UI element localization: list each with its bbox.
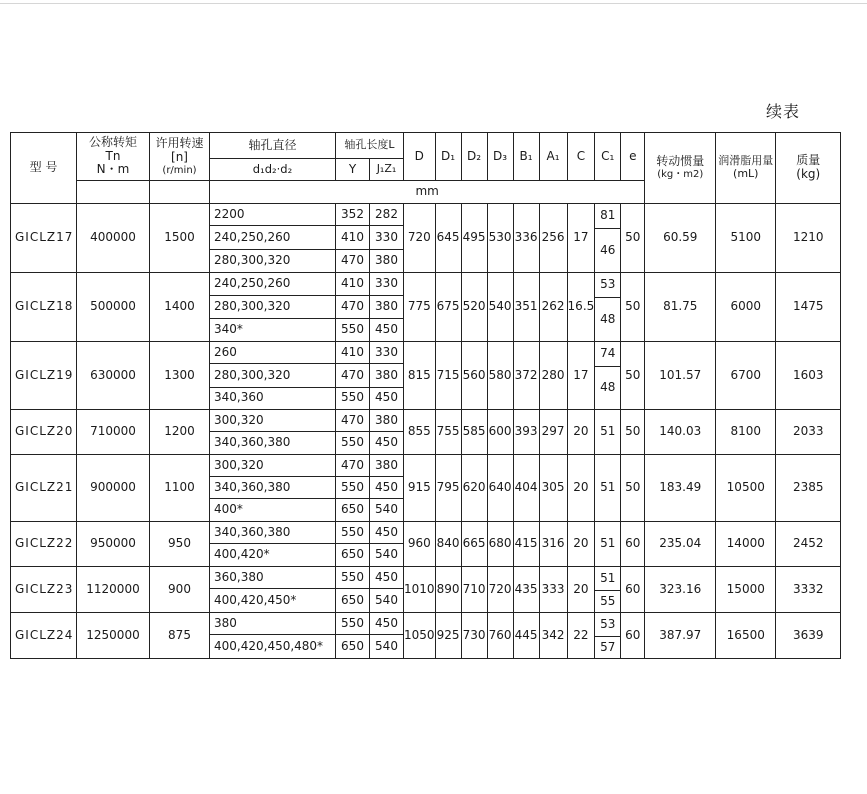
length-y-cell: 410: [336, 273, 370, 296]
bore-diameter-cell: 380: [210, 613, 336, 635]
mass-cell: 1475: [776, 273, 841, 342]
length-jz-cell: 330: [370, 273, 404, 296]
length-jz-cell: 282: [370, 204, 404, 226]
bore-diameter-cell: 400,420,450,480*: [210, 635, 336, 659]
length-jz-cell: 450: [370, 567, 404, 589]
header-length-jz: J₁Z₁: [370, 159, 404, 181]
c1-cell: 51: [595, 410, 621, 455]
length-jz-cell: 450: [370, 387, 404, 409]
header-B1: B₁: [513, 133, 539, 181]
table-row: [11, 522, 841, 544]
d1-cell: 755: [435, 410, 461, 455]
header-speed-unit: (r/min): [162, 164, 197, 176]
d2-cell: 730: [461, 613, 487, 659]
model-cell: GICLZ20: [11, 410, 77, 455]
b1-cell: 372: [513, 342, 539, 410]
c1-cell: 51: [595, 522, 621, 567]
length-y-cell: 550: [336, 477, 370, 499]
header-torque-unit: N・m: [96, 162, 130, 177]
model-cell: GICLZ21: [11, 455, 77, 522]
length-y-cell: 650: [336, 589, 370, 613]
a1-cell: 342: [539, 613, 567, 659]
e-cell: 50: [621, 410, 645, 455]
bore-diameter-cell: 360,380: [210, 567, 336, 589]
d3-cell: 640: [487, 455, 513, 522]
length-jz-cell: 450: [370, 477, 404, 499]
b1-cell: 336: [513, 204, 539, 273]
inertia-cell: 101.57: [645, 342, 716, 410]
a1-cell: 262: [539, 273, 567, 342]
speed-cell: 900: [150, 567, 210, 613]
grease-cell: 6000: [716, 273, 776, 342]
table-row: [11, 455, 841, 477]
length-jz-cell: 380: [370, 249, 404, 272]
bore-diameter-cell: 340,360,380: [210, 522, 336, 544]
c-cell: 20: [567, 522, 595, 567]
d3-cell: 530: [487, 204, 513, 273]
model-cell: GICLZ19: [11, 342, 77, 410]
d2-cell: 520: [461, 273, 487, 342]
length-jz-cell: 540: [370, 635, 404, 659]
torque-cell: 950000: [77, 522, 150, 567]
table-row: [11, 204, 841, 226]
length-y-cell: 470: [336, 364, 370, 387]
d-cell: 915: [404, 455, 436, 522]
a1-cell: 256: [539, 204, 567, 273]
b1-cell: 415: [513, 522, 539, 567]
d3-cell: 720: [487, 567, 513, 613]
table-row: [11, 613, 841, 635]
header-grease-label: 润滑脂用量: [718, 154, 774, 168]
model-cell: GICLZ22: [11, 522, 77, 567]
length-y-cell: 550: [336, 613, 370, 635]
header-speed: [150, 133, 210, 181]
c1-lower-value: 46: [600, 242, 616, 257]
bore-diameter-cell: 340*: [210, 318, 336, 341]
length-y-cell: 650: [336, 544, 370, 567]
bore-diameter-cell: 280,300,320: [210, 364, 336, 387]
d2-cell: 495: [461, 204, 487, 273]
header-inertia-label: 转动惯量: [656, 154, 705, 169]
table-body: [11, 204, 841, 659]
length-y-cell: 550: [336, 522, 370, 544]
mass-cell: 3639: [776, 613, 841, 659]
speed-cell: 1400: [150, 273, 210, 342]
torque-cell: 630000: [77, 342, 150, 410]
model-cell: GICLZ23: [11, 567, 77, 613]
d-cell: 775: [404, 273, 436, 342]
speed-cell: 1200: [150, 410, 210, 455]
mass-cell: 2452: [776, 522, 841, 567]
e-cell: 50: [621, 455, 645, 522]
speed-cell: 1500: [150, 204, 210, 273]
a1-cell: 297: [539, 410, 567, 455]
header-speed-label: 许用转速: [155, 135, 204, 150]
e-cell: 60: [621, 613, 645, 659]
mass-cell: 3332: [776, 567, 841, 613]
c1-upper-value: 53: [595, 273, 620, 298]
header-model: 型 号: [11, 133, 77, 204]
d2-cell: 560: [461, 342, 487, 410]
length-jz-cell: 380: [370, 296, 404, 318]
length-y-cell: 470: [336, 249, 370, 272]
table-row: [11, 567, 841, 589]
mass-cell: 1603: [776, 342, 841, 410]
length-y-cell: 650: [336, 635, 370, 659]
d1-cell: 715: [435, 342, 461, 410]
bore-diameter-cell: 400,420,450*: [210, 589, 336, 613]
length-jz-cell: 380: [370, 364, 404, 387]
header-bore-diameter: 轴孔直径: [210, 133, 336, 159]
b1-cell: 351: [513, 273, 539, 342]
bore-diameter-cell: 340,360,380: [210, 432, 336, 455]
bore-diameter-cell: 240,250,260: [210, 226, 336, 249]
b1-cell: 404: [513, 455, 539, 522]
d2-cell: 710: [461, 567, 487, 613]
length-jz-cell: 330: [370, 342, 404, 364]
d-cell: 815: [404, 342, 436, 410]
header-D3: D₃: [487, 133, 513, 181]
d2-cell: 585: [461, 410, 487, 455]
length-y-cell: 470: [336, 296, 370, 318]
header-blank-torque: [77, 181, 150, 204]
header-torque: [77, 133, 150, 181]
c-cell: 17: [567, 204, 595, 273]
c1-lower-value: 48: [600, 380, 616, 395]
length-y-cell: 650: [336, 499, 370, 522]
header-C1: C₁: [595, 133, 621, 181]
bore-diameter-cell: 340,360: [210, 387, 336, 409]
length-jz-cell: 450: [370, 522, 404, 544]
header-bore-sub: d₁d₂·d₂: [210, 159, 336, 181]
grease-cell: 15000: [716, 567, 776, 613]
a1-cell: 333: [539, 567, 567, 613]
header-unit-mm: mm: [210, 181, 645, 204]
c1-lower-value: 55: [600, 593, 616, 608]
grease-cell: 5100: [716, 204, 776, 273]
model-cell: GICLZ24: [11, 613, 77, 659]
grease-cell: 10500: [716, 455, 776, 522]
d2-cell: 620: [461, 455, 487, 522]
grease-cell: 14000: [716, 522, 776, 567]
d3-cell: 600: [487, 410, 513, 455]
length-y-cell: 550: [336, 387, 370, 409]
length-jz-cell: 380: [370, 410, 404, 432]
c1-upper-value: 74: [595, 342, 620, 367]
c1-cell: [595, 204, 621, 273]
model-cell: GICLZ18: [11, 273, 77, 342]
bore-diameter-cell: 340,360,380: [210, 477, 336, 499]
e-cell: 50: [621, 204, 645, 273]
header-D: D: [404, 133, 436, 181]
header-e: e: [621, 133, 645, 181]
d1-cell: 795: [435, 455, 461, 522]
header-bore-length: 轴孔长度L: [336, 133, 404, 159]
length-jz-cell: 540: [370, 589, 404, 613]
torque-cell: 500000: [77, 273, 150, 342]
e-cell: 60: [621, 522, 645, 567]
length-y-cell: 470: [336, 410, 370, 432]
header-inertia-unit: (kg・m2): [657, 169, 704, 181]
mass-cell: 1210: [776, 204, 841, 273]
d-cell: 720: [404, 204, 436, 273]
header-C: C: [567, 133, 595, 181]
header-grease-unit: (mL): [733, 167, 759, 180]
torque-cell: 1120000: [77, 567, 150, 613]
length-y-cell: 550: [336, 318, 370, 341]
length-y-cell: 550: [336, 432, 370, 455]
header-mass: [776, 133, 841, 204]
c1-cell: [595, 613, 621, 659]
header-mass-label: 质量: [796, 153, 821, 168]
inertia-cell: 60.59: [645, 204, 716, 273]
header-D1: D₁: [435, 133, 461, 181]
bore-diameter-cell: 300,320: [210, 455, 336, 477]
length-jz-cell: 540: [370, 499, 404, 522]
a1-cell: 305: [539, 455, 567, 522]
length-y-cell: 410: [336, 342, 370, 364]
e-cell: 60: [621, 567, 645, 613]
length-y-cell: 550: [336, 567, 370, 589]
speed-cell: 1300: [150, 342, 210, 410]
d3-cell: 680: [487, 522, 513, 567]
d3-cell: 760: [487, 613, 513, 659]
d1-cell: 675: [435, 273, 461, 342]
grease-cell: 8100: [716, 410, 776, 455]
header-grease: [716, 133, 776, 204]
d-cell: 960: [404, 522, 436, 567]
c1-cell: [595, 273, 621, 342]
speed-cell: 875: [150, 613, 210, 659]
d1-cell: 890: [435, 567, 461, 613]
d1-cell: 645: [435, 204, 461, 273]
bore-diameter-cell: 400,420*: [210, 544, 336, 567]
mass-cell: 2033: [776, 410, 841, 455]
c-cell: 17: [567, 342, 595, 410]
b1-cell: 435: [513, 567, 539, 613]
d1-cell: 925: [435, 613, 461, 659]
length-y-cell: 352: [336, 204, 370, 226]
inertia-cell: 183.49: [645, 455, 716, 522]
d-cell: 1010: [404, 567, 436, 613]
torque-cell: 400000: [77, 204, 150, 273]
length-jz-cell: 380: [370, 455, 404, 477]
inertia-cell: 387.97: [645, 613, 716, 659]
c1-lower-value: 48: [600, 311, 616, 326]
bore-diameter-cell: 280,300,320: [210, 249, 336, 272]
c-cell: 16.5: [567, 273, 595, 342]
inertia-cell: 140.03: [645, 410, 716, 455]
header-inertia: [645, 133, 716, 204]
b1-cell: 393: [513, 410, 539, 455]
top-rule: [0, 3, 867, 4]
table-header: [11, 133, 841, 204]
b1-cell: 445: [513, 613, 539, 659]
bore-diameter-cell: 260: [210, 342, 336, 364]
speed-cell: 1100: [150, 455, 210, 522]
c1-cell: [595, 567, 621, 613]
c-cell: 20: [567, 567, 595, 613]
d1-cell: 840: [435, 522, 461, 567]
grease-cell: 6700: [716, 342, 776, 410]
length-jz-cell: 540: [370, 544, 404, 567]
d2-cell: 665: [461, 522, 487, 567]
c1-lower-value: 57: [600, 639, 616, 654]
bore-diameter-cell: 280,300,320: [210, 296, 336, 318]
d3-cell: 580: [487, 342, 513, 410]
length-jz-cell: 450: [370, 318, 404, 341]
c-cell: 20: [567, 455, 595, 522]
header-A1: A₁: [539, 133, 567, 181]
header-speed-symbol: [n]: [171, 149, 188, 164]
inertia-cell: 235.04: [645, 522, 716, 567]
c-cell: 20: [567, 410, 595, 455]
torque-cell: 710000: [77, 410, 150, 455]
length-y-cell: 470: [336, 455, 370, 477]
header-mass-unit: (kg): [796, 167, 821, 181]
mass-cell: 2385: [776, 455, 841, 522]
torque-cell: 1250000: [77, 613, 150, 659]
length-jz-cell: 330: [370, 226, 404, 249]
header-length-y: Y: [336, 159, 370, 181]
d3-cell: 540: [487, 273, 513, 342]
torque-cell: 900000: [77, 455, 150, 522]
continued-caption: 续表: [766, 102, 801, 121]
speed-cell: 950: [150, 522, 210, 567]
inertia-cell: 81.75: [645, 273, 716, 342]
c1-upper-value: 81: [595, 204, 620, 229]
header-D2: D₂: [461, 133, 487, 181]
bore-diameter-cell: 2200: [210, 204, 336, 226]
inertia-cell: 323.16: [645, 567, 716, 613]
a1-cell: 280: [539, 342, 567, 410]
d-cell: 1050: [404, 613, 436, 659]
c1-cell: 51: [595, 455, 621, 522]
bore-diameter-cell: 240,250,260: [210, 273, 336, 296]
c1-upper-value: 51: [595, 567, 620, 591]
e-cell: 50: [621, 342, 645, 410]
table-row: [11, 410, 841, 432]
a1-cell: 316: [539, 522, 567, 567]
c1-cell: [595, 342, 621, 410]
grease-cell: 16500: [716, 613, 776, 659]
table-row: [11, 273, 841, 296]
length-jz-cell: 450: [370, 432, 404, 455]
length-y-cell: 410: [336, 226, 370, 249]
model-cell: GICLZ17: [11, 204, 77, 273]
length-jz-cell: 450: [370, 613, 404, 635]
header-torque-symbol: Tn: [105, 148, 121, 163]
bore-diameter-cell: 400*: [210, 499, 336, 522]
e-cell: 50: [621, 273, 645, 342]
c1-upper-value: 53: [595, 613, 620, 637]
header-torque-label: 公称转矩: [88, 134, 137, 149]
table-row: [11, 342, 841, 364]
header-blank-speed: [150, 181, 210, 204]
d-cell: 855: [404, 410, 436, 455]
bore-diameter-cell: 300,320: [210, 410, 336, 432]
c-cell: 22: [567, 613, 595, 659]
coupling-spec-table: [10, 132, 841, 659]
